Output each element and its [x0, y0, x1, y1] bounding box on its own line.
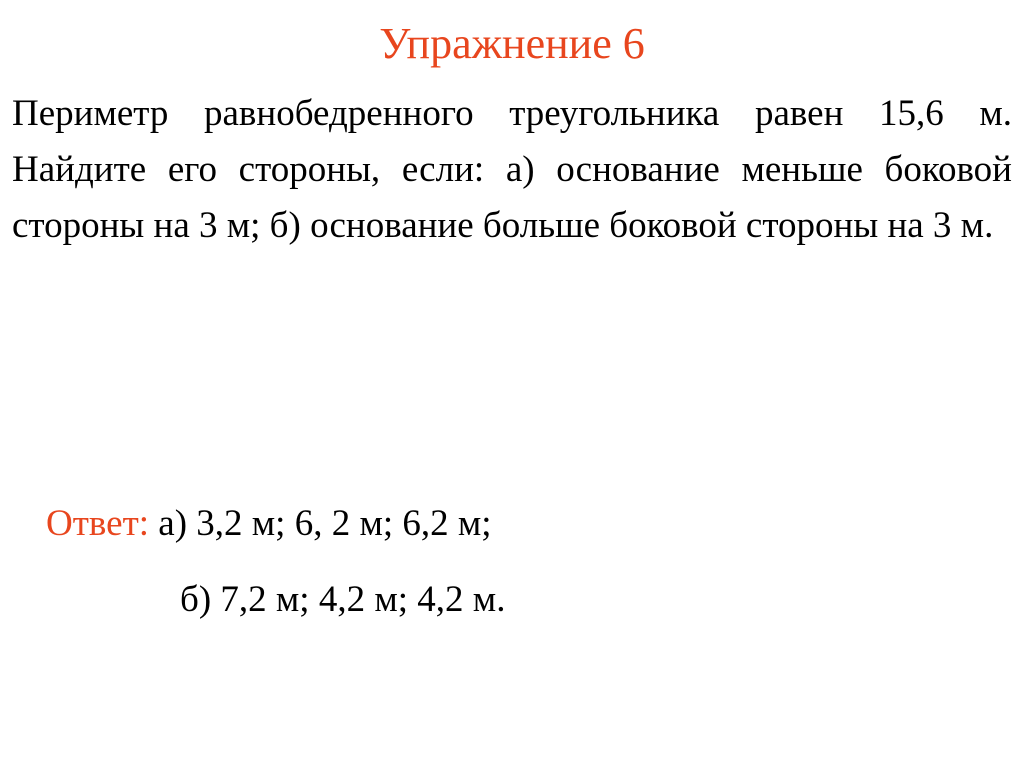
answer-block — [46, 496, 946, 628]
problem-text: Периметр равнобедренного треугольника равен 15,6 м. Найдите его стороны, если: а) основание меньше боковой стороны на 3 м; б) основание больше боковой стороны на 3 м. — [12, 93, 1012, 246]
answer-line-b — [46, 572, 946, 628]
slide-title: Упражнение 6 — [379, 19, 645, 68]
answer-part-a: а) 3,2 м; 6, 2 м; 6,2 м; — [149, 503, 492, 544]
answer-part-b: б) 7,2 м; 4,2 м; 4,2 м. — [180, 579, 506, 620]
answer-label: Ответ: — [46, 503, 150, 544]
answer-line-a — [46, 496, 946, 552]
